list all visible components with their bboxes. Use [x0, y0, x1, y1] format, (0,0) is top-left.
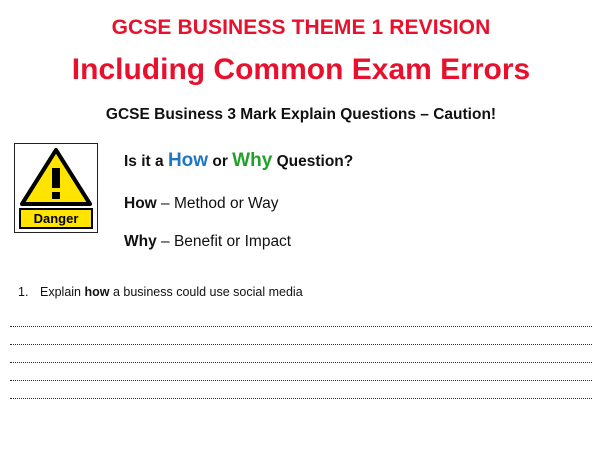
warning-triangle-icon [20, 148, 92, 206]
question-bold-word: how [84, 285, 110, 300]
exam-question [18, 285, 602, 299]
question-number: 1. [18, 285, 29, 300]
why-rule-text: – Benefit or Impact [156, 232, 292, 250]
why-word: Why [232, 149, 273, 171]
answer-line[interactable] [10, 381, 592, 399]
prompt-middle: or [208, 152, 233, 170]
how-rule [124, 194, 353, 213]
question-text-prefix: Explain [40, 285, 85, 300]
danger-sign [14, 143, 98, 233]
why-rule-term: Why [124, 232, 157, 250]
question-text [40, 285, 303, 299]
answer-line[interactable] [10, 309, 592, 327]
question-text-suffix: a business could use social media [109, 285, 303, 300]
answer-line[interactable] [10, 363, 592, 381]
answer-lines [10, 309, 592, 399]
how-rule-term: How [124, 195, 157, 213]
slide-page [0, 16, 602, 468]
answer-line[interactable] [10, 327, 592, 345]
how-rule-text: – Method or Way [156, 195, 279, 213]
page-subtitle: GCSE Business 3 Mark Explain Questions – Caution! [105, 106, 497, 124]
why-rule [124, 232, 353, 251]
question-type-prompt [124, 149, 353, 173]
warning-and-explanation-block [0, 143, 602, 270]
prompt-prefix: Is it a [124, 152, 168, 170]
page-title-primary: GCSE BUSINESS THEME 1 REVISION [111, 16, 491, 39]
page-title-secondary: Including Common Exam Errors [71, 53, 531, 87]
how-word: How [167, 149, 209, 171]
explanation-column [124, 143, 353, 270]
danger-label: Danger [19, 208, 93, 229]
prompt-suffix: Question? [272, 152, 354, 170]
answer-line[interactable] [10, 345, 592, 363]
